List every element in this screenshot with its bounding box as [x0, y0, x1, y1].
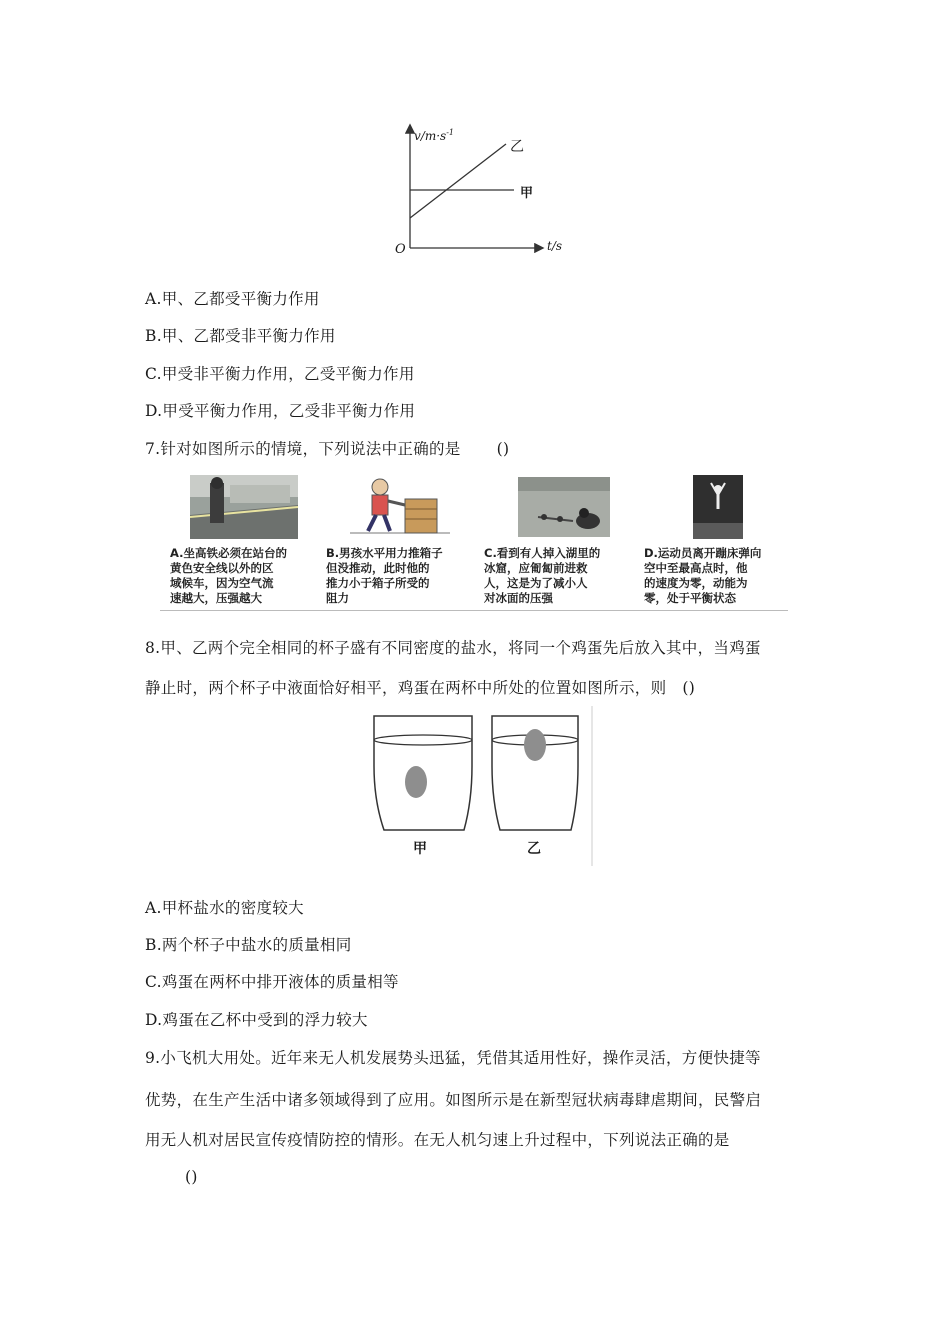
q7-caption-b: B.男孩水平用力推箱子 但没推动，此时他的 推力小于箱子所受的 阻力 [326, 546, 443, 605]
graph-x-label: t/s [547, 239, 563, 253]
q9-stem-line1: 9.小飞机大用处。近年来无人机发展势头迅猛，凭借其适用性好，操作灵活，方便快捷等 [145, 1049, 761, 1067]
q8-option-c: C.鸡蛋在两杯中排开液体的质量相等 [145, 973, 399, 991]
q8-option-a: A.甲杯盐水的密度较大 [145, 899, 304, 917]
q8-option-d: D.鸡蛋在乙杯中受到的浮力较大 [145, 1011, 368, 1029]
q8-cups-figure [368, 706, 598, 866]
q6-option-b: B.甲、乙都受非平衡力作用 [145, 327, 336, 345]
q7-figure [160, 473, 788, 613]
photo-trampoline-athlete [693, 475, 743, 539]
cup-jia [374, 716, 472, 830]
egg-in-jia [405, 766, 427, 798]
q7-caption-a: A.坐高铁必须在站台的 黄色安全线以外的区 域候车，因为空气流 速越大，压强越大 [170, 546, 287, 605]
q6-option-c: C.甲受非平衡力作用，乙受平衡力作用 [145, 365, 415, 383]
q8-stem-line2-text: 静止时，两个杯子中液面恰好相平，鸡蛋在两杯中所处的位置如图所示，则 [145, 679, 667, 697]
q9-answer-paren: () [185, 1168, 198, 1186]
q8-option-b: B.两个杯子中盐水的质量相同 [145, 936, 352, 954]
q8-stem-line2 [145, 676, 695, 698]
graph-line1-label: 乙 [510, 139, 524, 155]
graph-line2-label: 甲 [520, 186, 534, 201]
graph-y-label: $v/m\cdot s^{-1}$ [414, 128, 454, 143]
q7-caption-c: C.看到有人掉入湖里的 冰窟，应匍匐前进救 人，这是为了减小人 对冰面的压强 [484, 546, 601, 605]
line-yi [410, 144, 506, 218]
q6-option-a: A.甲、乙都受平衡力作用 [145, 290, 320, 308]
cups-svg [368, 706, 598, 866]
q6-option-d: D.甲受平衡力作用，乙受非平衡力作用 [145, 402, 416, 420]
cup-yi [492, 716, 578, 830]
drawing-boy-pushing-box [350, 473, 450, 539]
q9-stem-line2: 优势，在生产生活中诸多领域得到了应用。如图所示是在新型冠状病毒肆虐期间，民警启 [145, 1091, 762, 1109]
velocity-time-graph [390, 120, 580, 260]
cup-yi-label: 乙 [527, 841, 541, 857]
photo-train-platform [190, 475, 298, 539]
graph-origin: O [395, 242, 406, 257]
egg-in-yi [524, 729, 546, 761]
q7-answer-paren: () [496, 440, 510, 458]
q7-stem [145, 437, 509, 459]
q7-caption-d: D.运动员离开蹦床弹向 空中至最高点时，他 的速度为零，动能为 零，处于平衡状态 [644, 546, 762, 605]
photo-ice-rescue [518, 477, 610, 537]
q7-figure-divider [160, 610, 788, 611]
q9-stem-line3: 用无人机对居民宣传疫情防控的情形。在无人机匀速上升过程中，下列说法正确的是 [145, 1131, 730, 1149]
q7-stem-text: 7.针对如图所示的情境，下列说法中正确的是 [145, 440, 461, 458]
q8-stem-line1: 8.甲、乙两个完全相同的杯子盛有不同密度的盐水，将同一个鸡蛋先后放入其中，当鸡蛋 [145, 639, 761, 657]
cup-jia-label: 甲 [413, 841, 427, 857]
q8-answer-paren: () [682, 679, 696, 697]
